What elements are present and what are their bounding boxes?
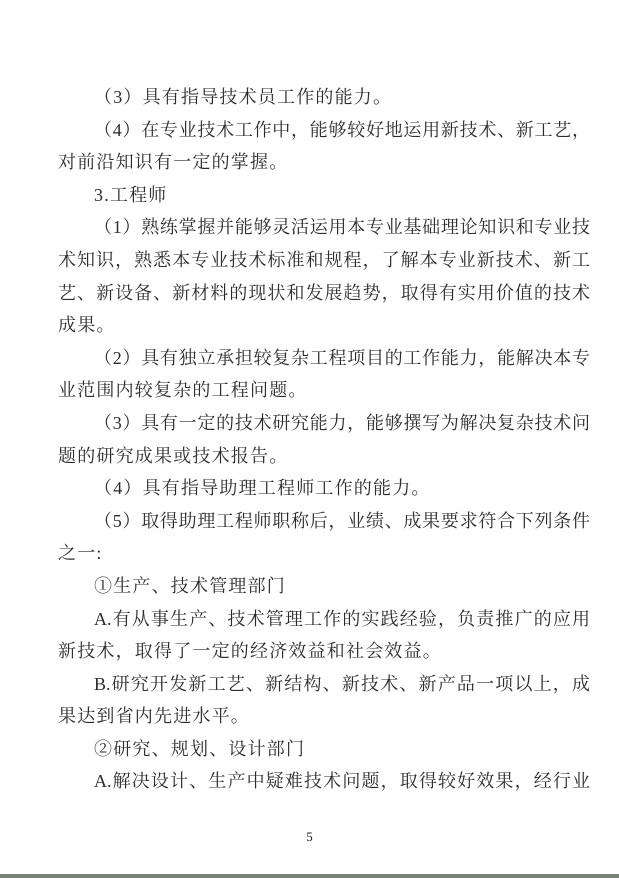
bottom-edge-bar: [0, 874, 619, 878]
text-line: （2）具有独立承担较复杂工程项目的工作能力，能解决本专: [94, 347, 590, 368]
text-line: 业范围内较复杂的工程问题。: [58, 380, 308, 401]
text-line: 题的研究成果或技术报告。: [58, 445, 289, 466]
text-line: （4）在专业技术工作中，能够较好地运用新技术、新工艺，: [94, 119, 590, 140]
text-line: （1）熟练掌握并能够灵活运用本专业基础理论知识和专业技: [94, 217, 590, 238]
text-line: ①生产、技术管理部门: [94, 575, 286, 596]
text-line: （5）取得助理工程师职称后，业绩、成果要求符合下列条件: [94, 510, 590, 531]
page-number: 5: [306, 829, 313, 844]
text-line: 新技术，取得了一定的经济效益和社会效益。: [58, 641, 442, 662]
text-line: 成果。: [58, 315, 116, 336]
text-line: A.有从事生产、技术管理工作的实践经验，负责推广的应用: [94, 608, 590, 629]
text-line: 对前沿知识有一定的掌握。: [58, 152, 289, 173]
text-line: （3）具有指导技术员工作的能力。: [94, 87, 393, 107]
text-line: 之一:: [58, 543, 103, 564]
text-block: [58, 81, 590, 798]
text-line: 艺、新设备、新材料的现状和发展趋势，取得有实用价值的技术: [58, 282, 590, 303]
text-line: （3）具有一定的技术研究能力，能够撰写为解决复杂技术问: [94, 412, 590, 433]
text-line: 3.工程师: [94, 184, 168, 205]
text-line: A.解决设计、生产中疑难技术问题，取得较好效果，经行业: [94, 771, 590, 792]
text-line: （4）具有指导助理工程师工作的能力。: [94, 478, 431, 499]
text-line: B.研究开发新工艺、新结构、新技术、新产品一项以上，成: [94, 673, 590, 694]
text-line: 果达到省内先进水平。: [58, 706, 250, 727]
text-line: ②研究、规划、设计部门: [94, 738, 306, 759]
text-line: 术知识，熟悉本专业技术标准和规程，了解本专业新技术、新工: [58, 249, 590, 270]
